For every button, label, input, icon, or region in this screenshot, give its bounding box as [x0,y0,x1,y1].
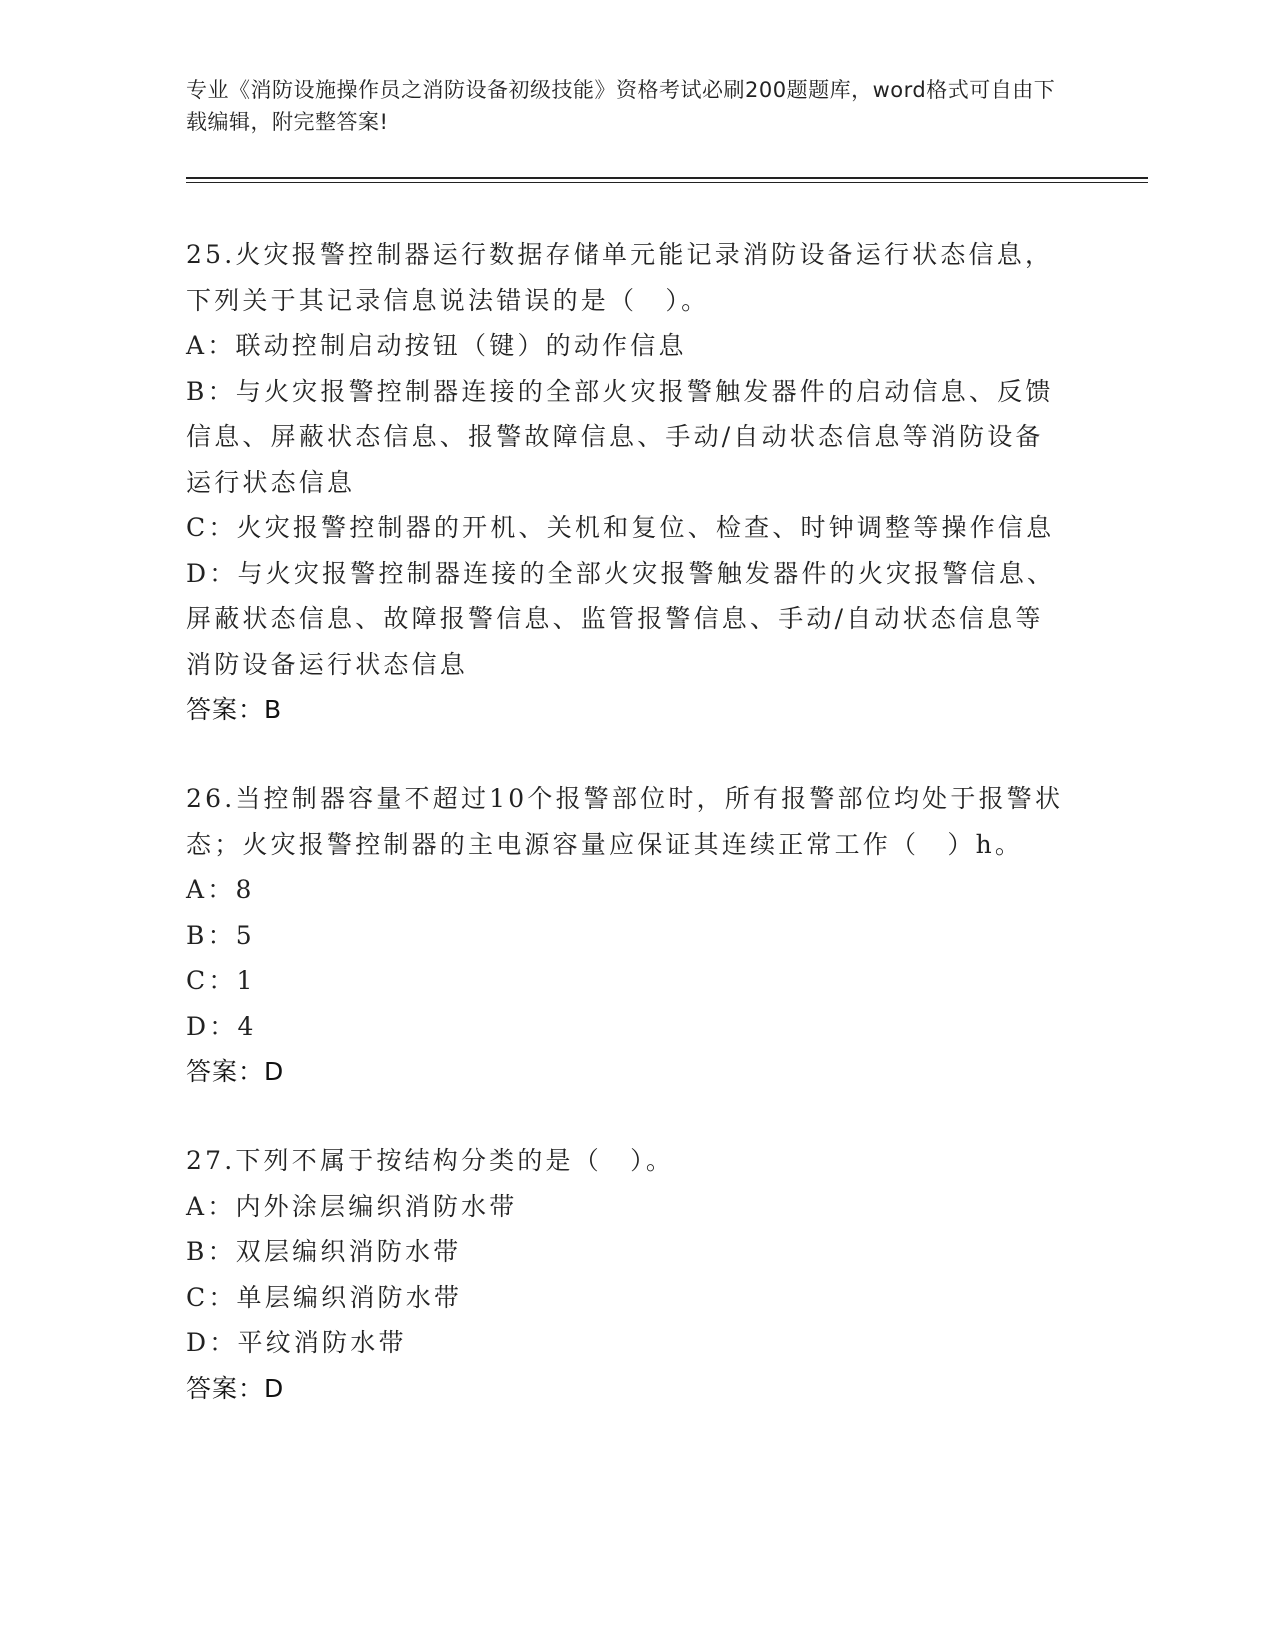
option-c: C：单层编织消防水带 [186,1282,463,1312]
question-25 [186,232,1066,732]
header-rule-thin [186,182,1148,183]
option-c: C：火灾报警控制器的开机、关机和复位、检查、时钟调整等操作信息 [186,513,1055,542]
option-a: A：内外涂层编织消防水带 [186,1191,518,1221]
option-b: B：双层编织消防水带 [186,1237,462,1266]
option-b: B：5 [186,920,255,950]
option-c: C：1 [186,966,256,995]
option-d: D：4 [186,1011,257,1041]
option-a: A：8 [186,875,255,904]
option-d: D：与火灾报警控制器连接的全部火灾报警触发器件的火灾报警信息、屏蔽状态信息、故障报警信息、监管报警信息、手动/自动状态信息等消防设备运行状态信息 [186,558,1056,679]
answer-label: 答案：B [186,695,283,724]
question-stem: 26.当控制器容量不超过10个报警部位时，所有报警部位均处于报警状态；火灾报警控制器的主电源容量应保证其连续正常工作（ ）h。 [186,784,1064,859]
question-stem: 27.下列不属于按结构分类的是（ ）。 [186,1146,675,1175]
option-d: D：平纹消防水带 [186,1328,407,1357]
answer-label: 答案：D [186,1057,285,1086]
question-stem: 25.火灾报警控制器运行数据存储单元能记录消防设备运行状态信息，下列关于其记录信息说法错误的是（ ）。 [186,240,1054,315]
answer-label: 答案：D [186,1373,285,1403]
question-26 [186,776,1066,1094]
question-list [186,232,1066,1455]
header-rule-thick [186,177,1148,179]
question-27 [186,1138,1066,1411]
document-header: 专业《消防设施操作员之消防设备初级技能》资格考试必刷200题题库，word格式可自由下载编辑，附完整答案! [186,78,1056,134]
option-a: A：联动控制启动按钮（键）的动作信息 [186,331,687,360]
option-b: B：与火灾报警控制器连接的全部火灾报警触发器件的启动信息、反馈信息、屏蔽状态信息、报警故障信息、手动/自动状态信息等消防设备运行状态信息 [186,376,1054,497]
